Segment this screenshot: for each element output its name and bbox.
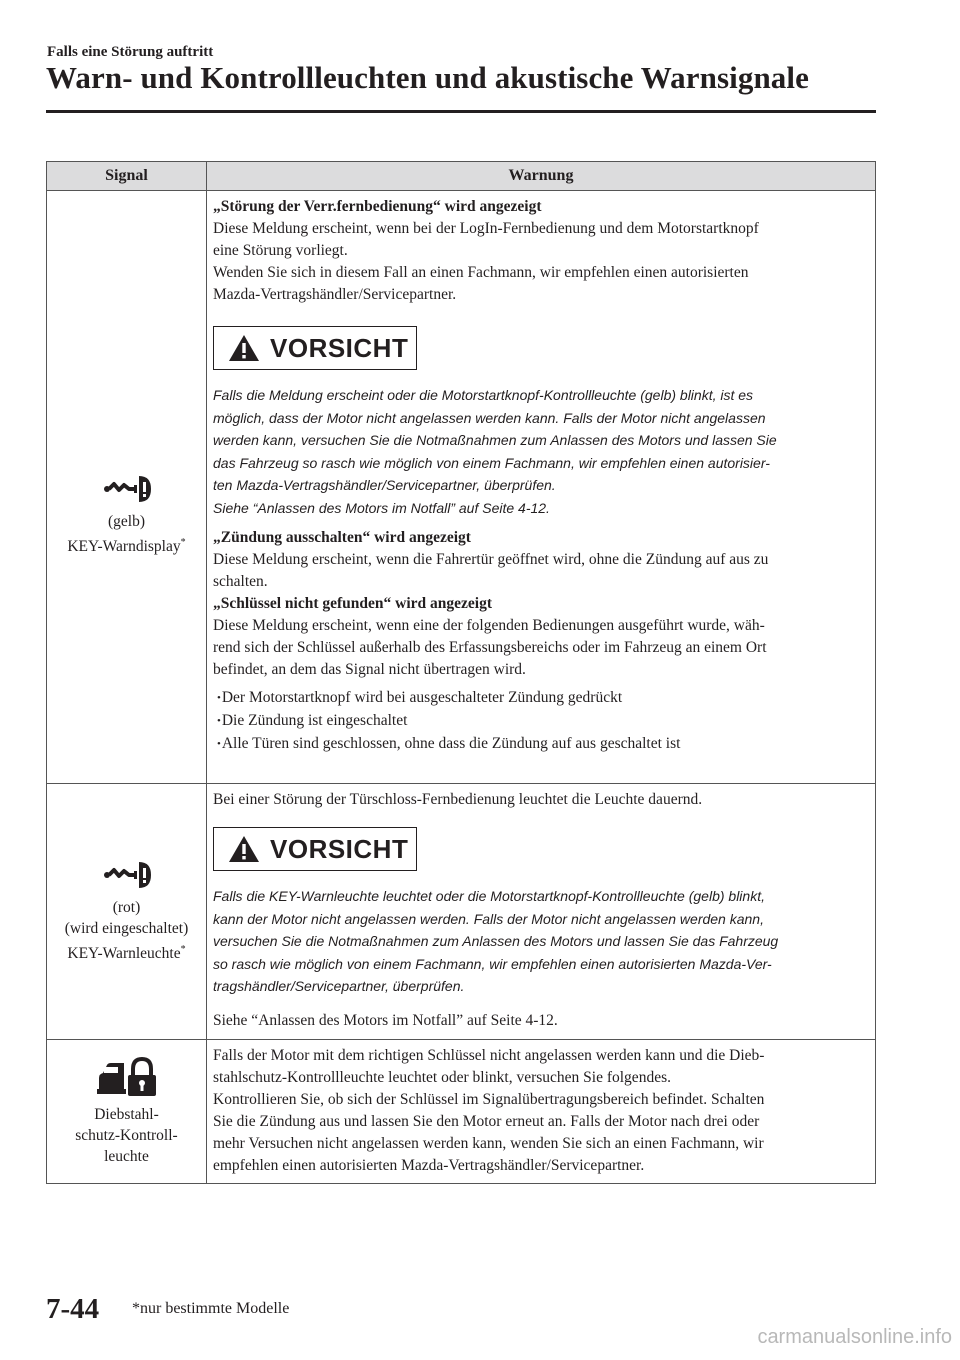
caution-label: VORSICHT <box>270 834 409 864</box>
warning-cell <box>207 1040 876 1184</box>
text-line: kann der Motor nicht angelassen werden. Falls der Motor nicht angelassen werden kann, <box>213 910 764 927</box>
list-item: • Alle Türen sind geschlossen, ohne dass die Zündung auf aus geschaltet ist <box>217 733 869 756</box>
signal-color: (gelb) <box>107 512 145 530</box>
page-number: 7-44 <box>46 1293 100 1325</box>
table-row <box>47 1040 876 1184</box>
text-line: Diese Meldung erscheint, wenn bei der LogIn-Fernbedienung und dem Motorstartknopf <box>213 220 759 237</box>
text-line: Kontrollieren Sie, ob sich der Schlüssel im Signalübertragungsbereich befindet. Schalten <box>213 1091 765 1108</box>
text-line: schalten. <box>213 573 268 590</box>
text-line: Siehe “Anlassen des Motors im Notfall” auf Seite 4-12. <box>213 499 550 516</box>
table-row <box>47 784 876 1040</box>
caution-box <box>213 827 417 871</box>
text-line: versuchen Sie die Notmaßnahmen zum Anlassen des Motors und lassen Sie das Fahrzeug <box>213 933 779 949</box>
key-warning-icon <box>102 859 152 891</box>
message-title: „Schlüssel nicht gefunden“ wird angezeigt <box>213 595 493 612</box>
text-line: so rasch wie möglich von einem Fachmann, wir empfehlen einen autorisierten Mazda-Ver- <box>213 955 772 972</box>
column-header-warning: Warnung <box>207 162 876 191</box>
text-line: Mazda-Vertragshändler/Servicepartner. <box>213 286 457 303</box>
signal-state: (wird eingeschaltet) <box>64 919 189 937</box>
text-line: eine Störung vorliegt. <box>213 242 348 259</box>
text-line: Falls die KEY-Warnleuchte leuchtet oder die Motorstartknopf-Kontrollleuchte (gelb) blinkt, <box>213 888 765 904</box>
warning-triangle-icon <box>228 835 260 863</box>
text-line: rend sich der Schlüssel außerhalb des Erfassungsbereichs oder im Fahrzeug an einem Ort <box>213 639 767 656</box>
caution-label: VORSICHT <box>270 333 409 363</box>
column-header-signal: Signal <box>47 162 207 191</box>
footnote: *nur bestimmte Modelle <box>132 1300 290 1317</box>
text-line: empfehlen einen autorisierten Mazda-Vertragshändler/Servicepartner. <box>213 1157 645 1174</box>
table-row <box>47 191 876 784</box>
caution-box <box>213 326 417 370</box>
signal-name: leuchte <box>104 1148 149 1165</box>
message-title: „Zündung ausschalten“ wird angezeigt <box>213 529 471 546</box>
text-line: Diese Meldung erscheint, wenn eine der folgenden Bedienungen ausgeführt wurde, wäh- <box>213 617 765 634</box>
signal-cell <box>47 784 207 1040</box>
text-line: Bei einer Störung der Türschloss-Fernbedienung leuchtet die Leuchte dauernd. <box>213 791 703 808</box>
text-line: stahlschutz-Kontrollleuchte leuchtet oder blinkt, versuchen Sie folgendes. <box>213 1069 671 1086</box>
watermark: carmanualsonline.info <box>757 1326 952 1348</box>
text-line: tragshändler/Servicepartner, überprüfen. <box>213 978 465 994</box>
table-header-row <box>47 162 876 191</box>
caution-text <box>213 885 869 998</box>
warning-cell <box>207 191 876 784</box>
warning-triangle-icon <box>228 334 260 362</box>
text-line: werden kann, versuchen Sie die Notmaßnahmen zum Anlassen des Motors und lassen Sie <box>213 432 777 448</box>
text-line: Siehe “Anlassen des Motors im Notfall” auf Seite 4-12. <box>213 1011 558 1029</box>
text-line: mehr Versuchen nicht angelassen werden kann, wenden Sie sich an einen Fachmann, wir <box>213 1135 764 1152</box>
text-line: Falls der Motor mit dem richtigen Schlüssel nicht angelassen werden kann und die Dieb- <box>213 1047 765 1064</box>
signal-cell <box>47 191 207 784</box>
signal-cell <box>47 1040 207 1184</box>
text-line: Wenden Sie sich in diesem Fall an einen Fachmann, wir empfehlen einen autorisierten <box>213 264 749 281</box>
list-item: • Der Motorstartknopf wird bei ausgeschalteter Zündung gedrückt <box>217 687 869 710</box>
signal-name: KEY-Warndisplay* <box>67 536 186 556</box>
warning-cell <box>207 784 876 1040</box>
footnote-mark: * <box>180 943 186 955</box>
bullet-list <box>213 687 869 756</box>
key-warning-icon <box>102 473 152 505</box>
text-line: Diese Meldung erscheint, wenn die Fahrertür geöffnet wird, ohne die Zündung auf aus zu <box>213 551 769 568</box>
list-item: • Die Zündung ist eingeschaltet <box>217 710 869 733</box>
text-line: befindet, an dem das Signal nicht übertragen wird. <box>213 661 526 678</box>
signal-name: schutz-Kontroll- <box>75 1127 178 1144</box>
warning-table <box>46 161 876 1184</box>
page-title: Warn- und Kontrollleuchten und akustische Warnsignale <box>46 60 809 95</box>
message-title: „Störung der Verr.fernbedienung“ wird angezeigt <box>213 198 542 215</box>
signal-name: Diebstahl- <box>94 1106 159 1123</box>
immobilizer-lock-icon <box>96 1056 158 1098</box>
text-line: Falls die Meldung erscheint oder die Motorstartknopf-Kontrollleuchte (gelb) blinkt, ist es <box>213 387 754 403</box>
signal-color: (rot) <box>112 898 141 916</box>
text-line: möglich, dass der Motor nicht angelassen werden kann. Falls der Motor nicht angelassen <box>213 409 766 426</box>
title-rule <box>46 110 876 113</box>
caution-text <box>213 384 869 519</box>
text-line: ten Mazda-Vertragshändler/Servicepartner, überprüfen. <box>213 477 556 493</box>
footnote-mark: * <box>180 536 186 548</box>
text-line: das Fahrzeug so rasch wie möglich von einem Fachmann, wir empfehlen einen autorisier- <box>213 454 770 471</box>
signal-name: KEY-Warnleuchte* <box>67 943 186 963</box>
text-line: Sie die Zündung aus und lassen Sie den Motor erneut an. Falls der Motor nach drei oder <box>213 1113 760 1130</box>
section-label: Falls eine Störung auftritt <box>47 44 214 60</box>
